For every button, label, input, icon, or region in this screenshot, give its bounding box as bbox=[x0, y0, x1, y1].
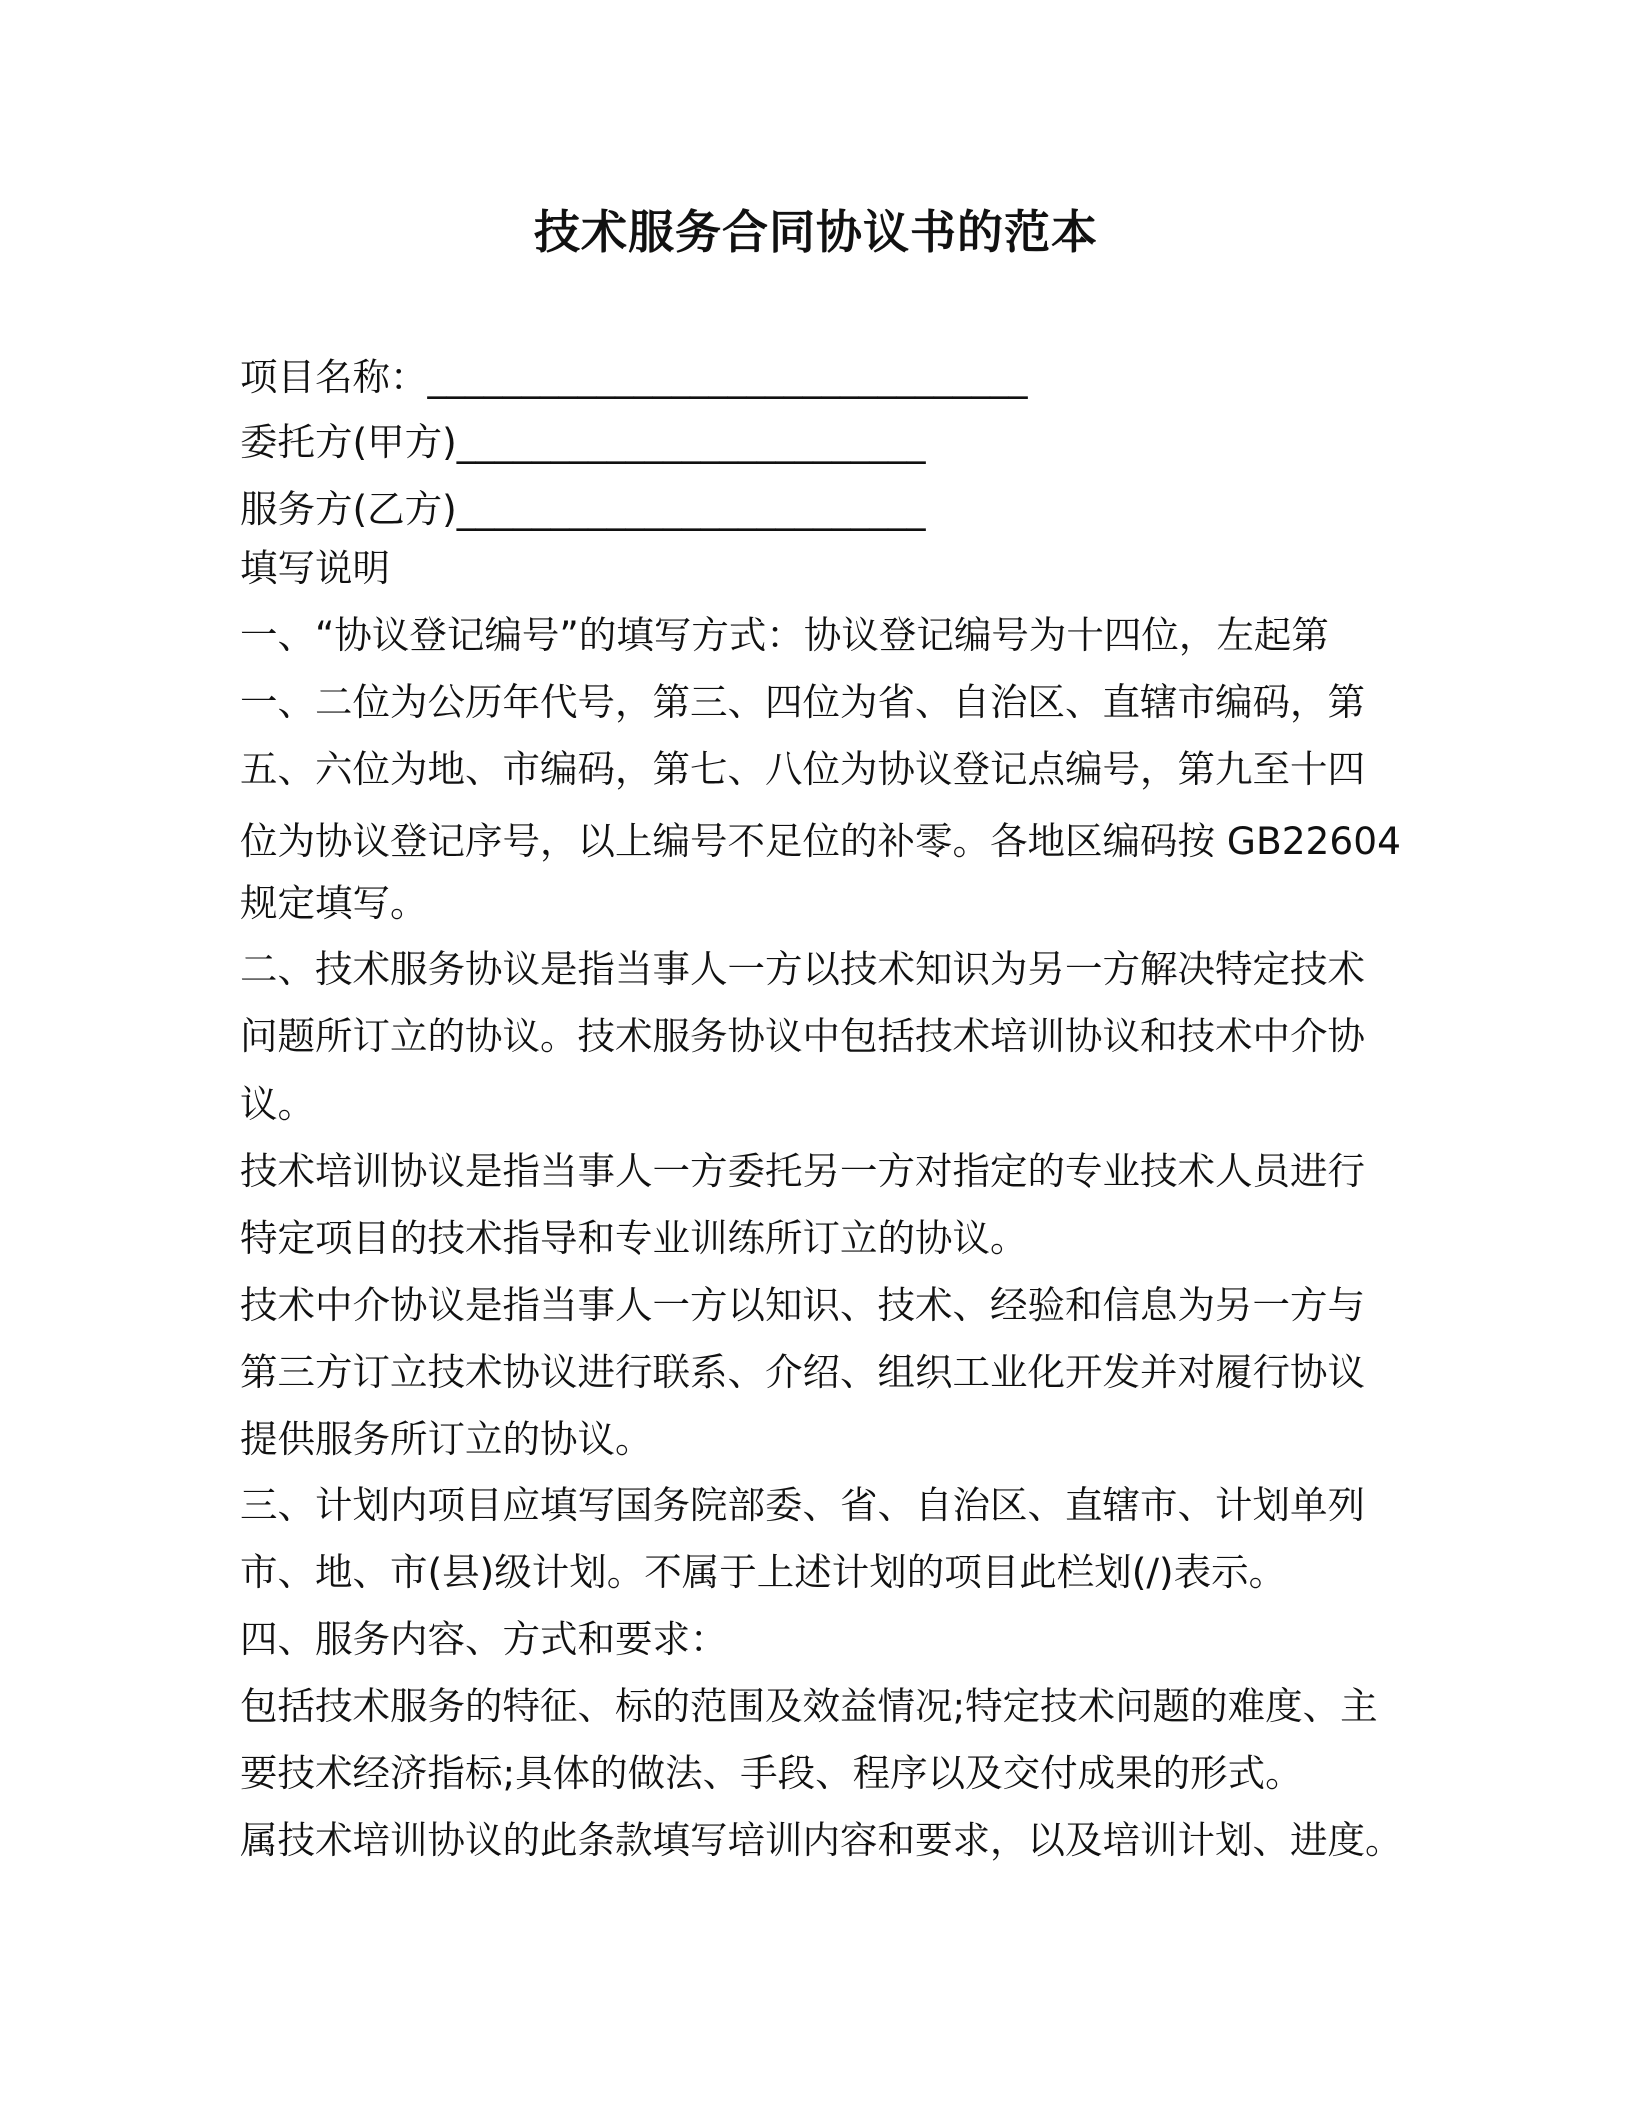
paragraph-line: 提供服务所订立的协议。 bbox=[240, 1417, 653, 1461]
client-party-a-field: 委托方(甲方)_________________________ bbox=[240, 420, 926, 464]
paragraph-line: 特定项目的技术指导和专业训练所订立的协议。 bbox=[240, 1216, 1028, 1260]
paragraph-line: 属技术培训协议的此条款填写培训内容和要求，以及培训计划、进度。 bbox=[240, 1818, 1403, 1862]
paragraph-line: 三、计划内项目应填写国务院部委、省、自治区、直辖市、计划单列 bbox=[240, 1483, 1365, 1527]
paragraph-line: 规定填写。 bbox=[240, 881, 428, 925]
project-name-field: 项目名称：________________________________ bbox=[240, 355, 1028, 399]
document-title: 技术服务合同协议书的范本 bbox=[534, 205, 1098, 259]
paragraph-line: 包括技术服务的特征、标的范围及效益情况;特定技术问题的难度、主 bbox=[240, 1684, 1378, 1728]
paragraph-line: 位为协议登记序号，以上编号不足位的补零。各地区编码按 GB22604 bbox=[240, 819, 1401, 863]
service-party-b-field: 服务方(乙方)_________________________ bbox=[240, 487, 926, 531]
paragraph-line: 第三方订立技术协议进行联系、介绍、组织工业化开发并对履行协议 bbox=[240, 1350, 1365, 1394]
paragraph-line: 一、“协议登记编号”的填写方式：协议登记编号为十四位，左起第 bbox=[240, 613, 1329, 657]
paragraph-line: 市、地、市(县)级计划。不属于上述计划的项目此栏划(/)表示。 bbox=[240, 1550, 1287, 1594]
paragraph-line: 五、六位为地、市编码，第七、八位为协议登记点编号，第九至十四 bbox=[240, 747, 1365, 791]
section-heading-instructions: 填写说明 bbox=[240, 546, 390, 590]
paragraph-line: 要技术经济指标;具体的做法、手段、程序以及交付成果的形式。 bbox=[240, 1751, 1303, 1795]
paragraph-line: 二、技术服务协议是指当事人一方以技术知识为另一方解决特定技术 bbox=[240, 947, 1365, 991]
paragraph-line: 一、二位为公历年代号，第三、四位为省、自治区、直辖市编码，第 bbox=[240, 680, 1365, 724]
paragraph-line: 议。 bbox=[240, 1082, 315, 1126]
paragraph-line: 问题所订立的协议。技术服务协议中包括技术培训协议和技术中介协 bbox=[240, 1014, 1365, 1058]
paragraph-line: 四、服务内容、方式和要求： bbox=[240, 1617, 728, 1661]
paragraph-line: 技术中介协议是指当事人一方以知识、技术、经验和信息为另一方与 bbox=[240, 1283, 1365, 1327]
paragraph-line: 技术培训协议是指当事人一方委托另一方对指定的专业技术人员进行 bbox=[240, 1149, 1365, 1193]
